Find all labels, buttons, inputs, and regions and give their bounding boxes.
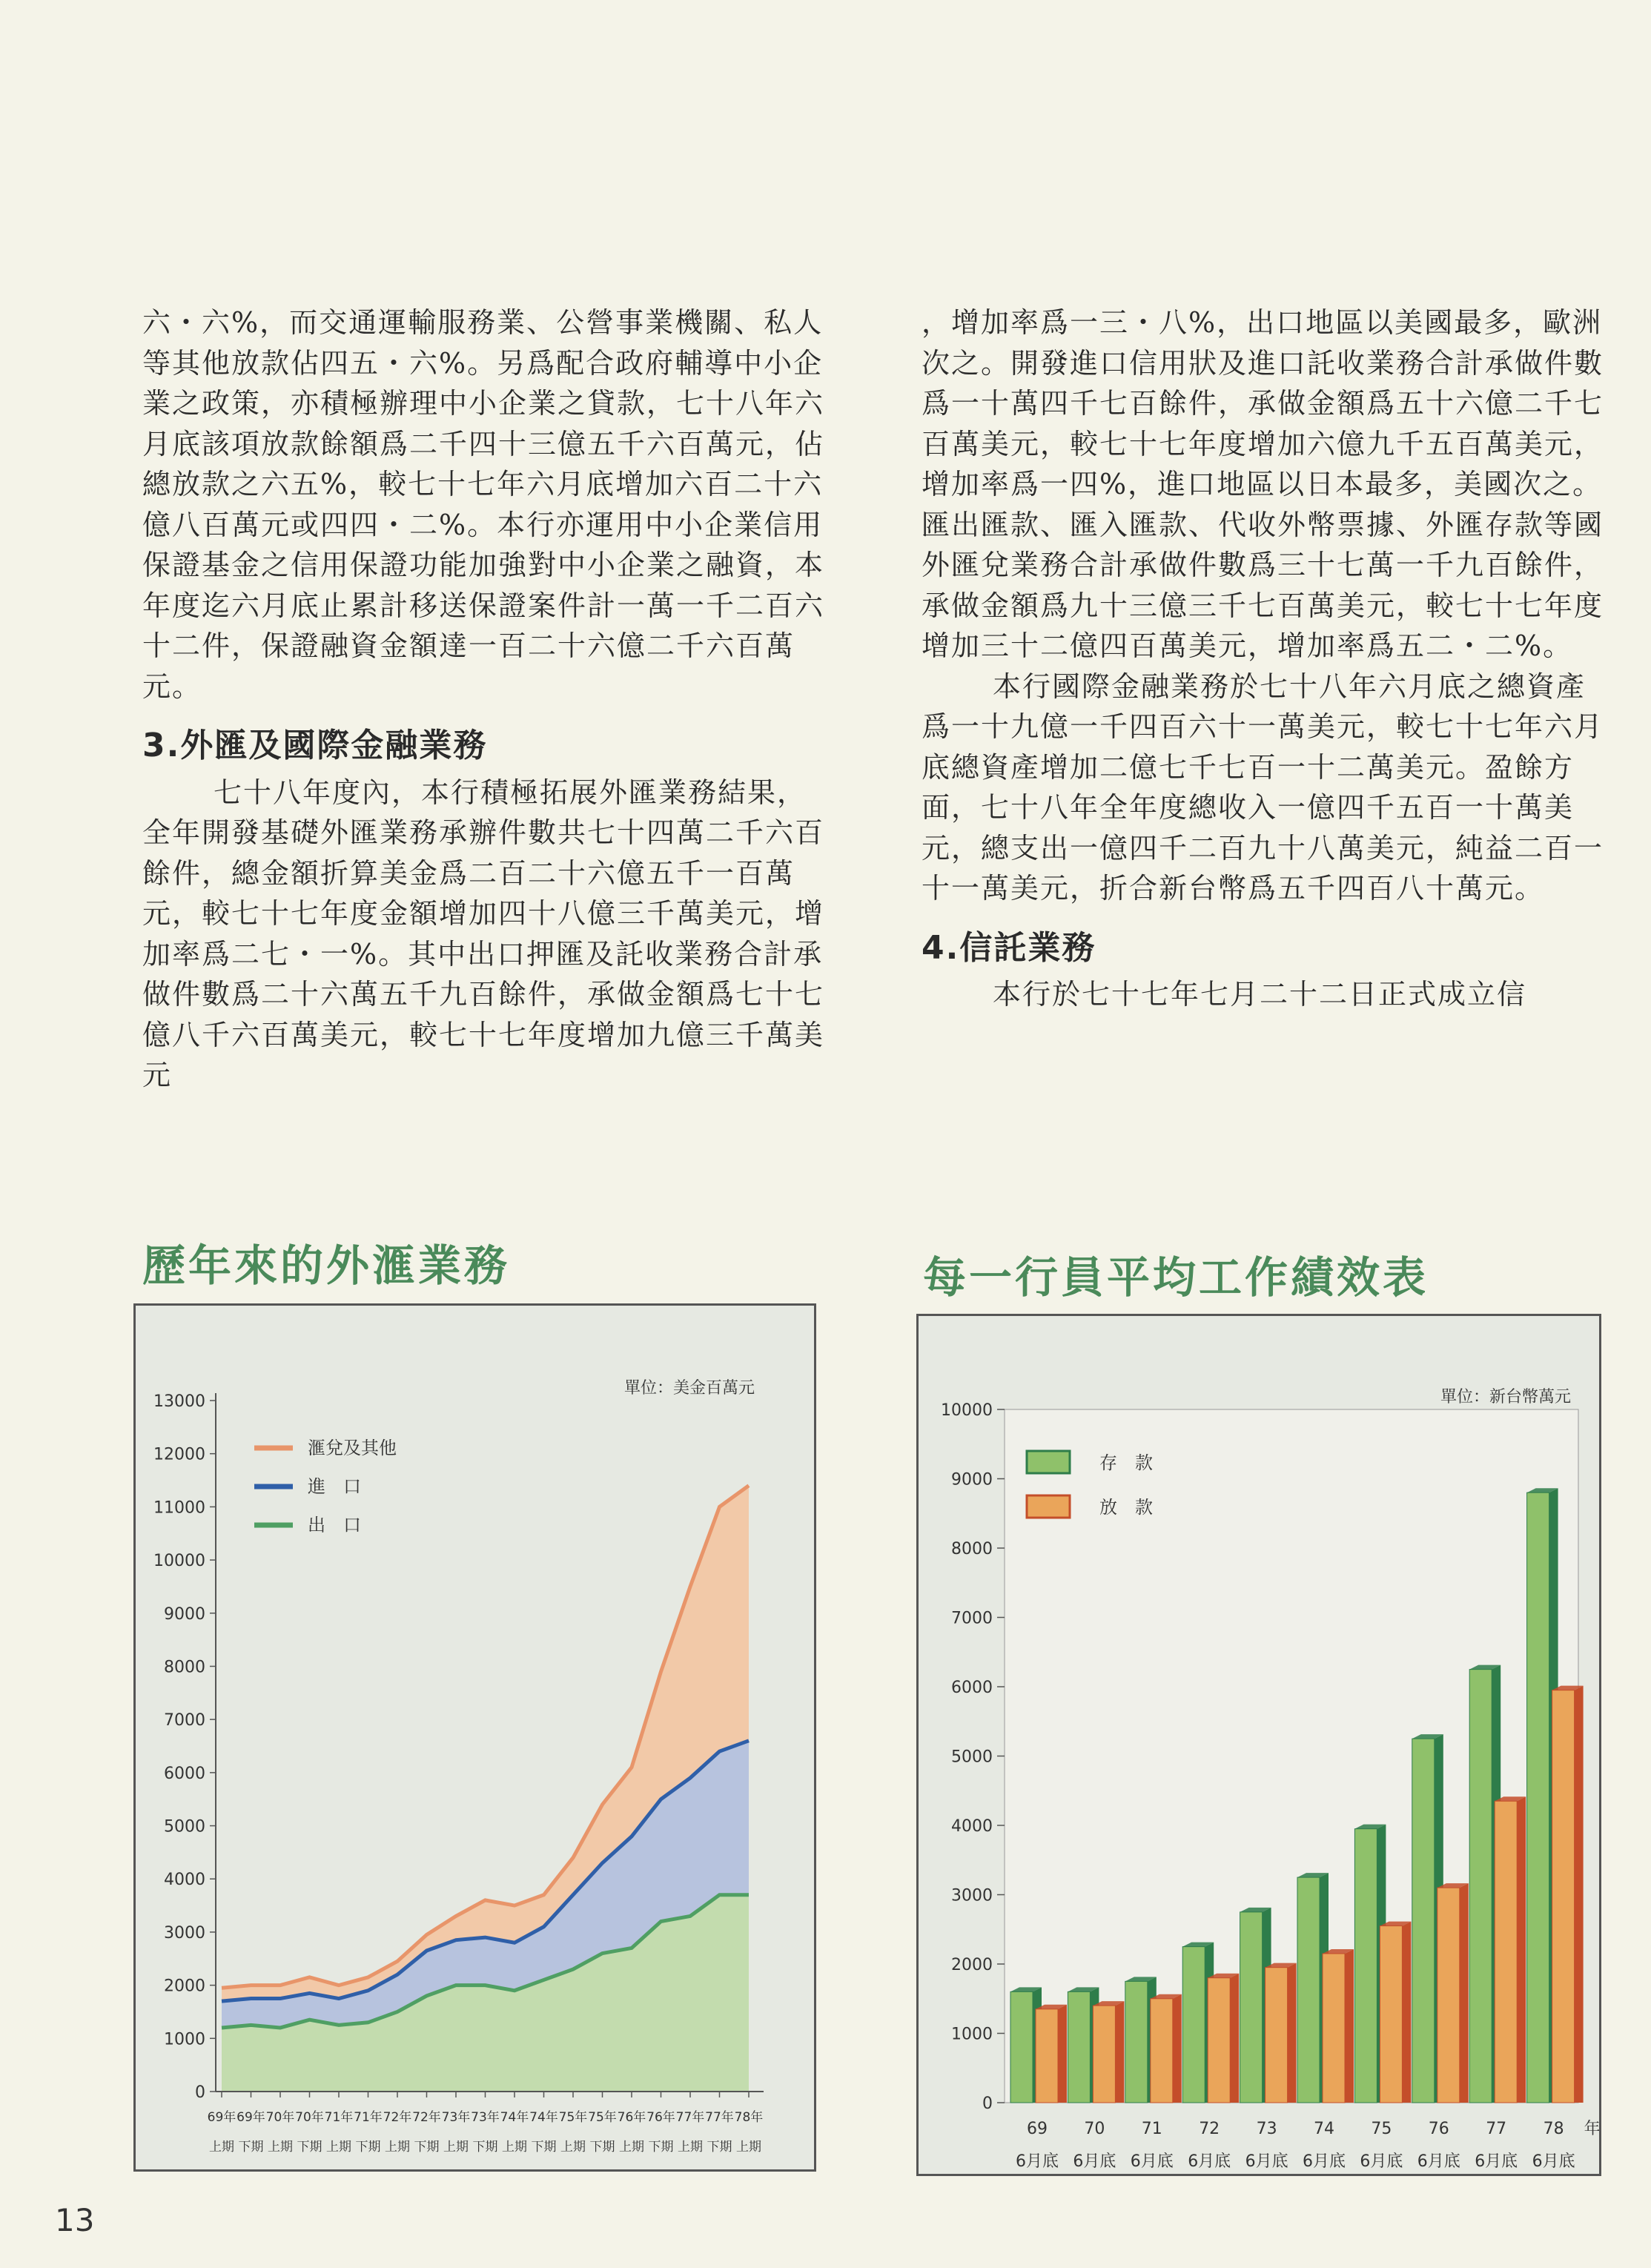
y-tick-label: 10000 [941,1401,993,1420]
x-tick-label-year: 73年 [471,2110,500,2125]
y-tick-label: 6000 [951,1679,993,1697]
bar-side-loan [1230,1974,1239,2103]
x-tick-label-half: 下期 [531,2140,557,2155]
y-tick-label: 7000 [951,1609,993,1628]
x-tick-label-half: 上期 [268,2140,293,2155]
bar-loan [1208,1978,1230,2103]
x-tick-label-half: 下期 [355,2140,381,2155]
bar-loan [1380,1926,1402,2103]
y-tick-label: 4000 [164,1871,205,1890]
legend-label-loan: 放 款 [1099,1497,1153,1518]
y-tick-label: 9000 [164,1604,205,1624]
x-tick-label-year: 76 [1428,2120,1449,2138]
right-paragraph-3: 本行於七十七年七月二十二日正式成立信 [993,978,1527,1011]
y-tick-label: 10000 [153,1552,205,1571]
x-tick-label-half: 下期 [472,2140,498,2155]
right-text-column [922,302,1604,1015]
x-tick-label-year: 73 [1256,2120,1277,2138]
y-tick-label: 2000 [951,1956,993,1974]
y-tick-label: 9000 [951,1470,993,1490]
bar-loan [1265,1968,1288,2103]
x-tick-label-year: 70年 [295,2110,324,2125]
x-tick-label-year: 74年 [529,2110,558,2125]
bar-loan [1093,2006,1115,2103]
legend-label-import: 進 口 [308,1476,361,1497]
x-tick-label-half: 上期 [560,2140,586,2155]
bar-deposit [1354,1829,1377,2103]
x-tick-label-half: 下期 [589,2140,615,2155]
y-tick-label: 5000 [164,1817,205,1836]
y-tick-label: 3000 [951,1886,993,1905]
x-tick-label-year: 71年 [324,2110,354,2125]
bar-side-loan [1115,2001,1124,2103]
x-tick-label-year: 72 [1199,2120,1220,2138]
y-tick-label: 1000 [951,2025,993,2044]
x-tick-label-half: 上期 [736,2140,761,2155]
x-tick-label-month: 6月底 [1188,2152,1231,2171]
x-tick-label-half: 下期 [648,2140,674,2155]
legend-label-exchange: 滙兌及其他 [308,1438,397,1458]
x-tick-label-year: 73年 [441,2110,471,2125]
bar-side-loan [1058,2005,1067,2103]
x-tick-label-year: 76年 [646,2110,675,2125]
foreign-exchange-chart [133,1303,816,2172]
bar-side-loan [1402,1922,1411,2103]
legend-label-export: 出 口 [308,1515,361,1535]
left-paragraph-1: 六・六%，而交通運輸服務業、公營事業機關、私人等其他放款佔四五・六%。另爲配合政府輔導中小企業之政策，亦積極辦理中小企業之貸款，七十八年六月底該項放款餘額爲二千四十三億五千六百萬元，佔總放款之六五%，較七十七年六月底增加六百二十六億八百萬元或四四・二%。本行亦運用中小企業信用保證基金之信用保證功能加強對中小企業之融資，本年度迄六月底止累計移送保證案件計一萬一千二百六十二件，保證融資金額達一百二十六億二千六百萬元。 [142,306,825,703]
x-tick-label-half: 上期 [209,2140,234,2155]
x-tick-label-year: 71 [1141,2120,1162,2138]
x-tick-label-month: 6月底 [1475,2152,1518,2171]
y-tick-label: 0 [982,2095,993,2113]
bar-deposit [1125,1981,1148,2103]
x-tick-label-year: 72年 [412,2110,441,2125]
bar-deposit [1010,1991,1033,2103]
y-tick-label: 2000 [164,1977,205,1996]
bar-loan [1495,1801,1517,2103]
left-paragraph-2: 七十八年度內，本行積極拓展外匯業務結果，全年開發基礎外匯業務承辦件數共七十四萬二千六百餘件，總金額折算美金爲二百二十六億五千一百萬元，較七十七年度金額增加四十八億三千萬美元，增加率爲二七・一%。其中出口押匯及託收業務合計承做件數爲二十六萬五千九百餘件，承做金額爲七十七億八千六百萬美元，較七十七年度增加九億三千萬美元 [142,776,825,1091]
x-tick-label-year: 78年 [734,2110,764,2125]
x-tick-label-month: 6月底 [1360,2152,1403,2171]
chart2-unit-label: 單位：新台幣萬元 [1440,1388,1571,1406]
bar-side-loan [1173,1994,1182,2103]
x-tick-label-month: 6月底 [1073,2152,1116,2171]
x-tick-label-year: 75年 [558,2110,588,2125]
x-tick-label-year: 72年 [383,2110,412,2125]
y-tick-label: 6000 [164,1764,205,1783]
legend-label-deposit: 存 款 [1099,1452,1153,1473]
chart-title-staff-performance: 每一行員平均工作績效表 [923,1252,1429,1303]
bar-deposit [1527,1492,1549,2103]
bar-deposit [1469,1670,1492,2103]
y-tick-label: 11000 [153,1498,205,1518]
y-tick-label: 7000 [164,1711,205,1730]
x-tick-label-half: 下期 [707,2140,732,2155]
chart-title-foreign-exchange: 歷年來的外滙業務 [142,1240,511,1291]
x-axis-suffix: 年 [1584,2120,1599,2138]
legend-swatch-deposit [1027,1451,1070,1473]
x-tick-label-year: 70 [1084,2120,1105,2138]
section-heading-foreign-exchange: 3.外匯及國際金融業務 [142,727,488,764]
bar-deposit [1068,1991,1090,2103]
y-tick-label: 4000 [951,1817,993,1836]
staff-performance-chart [916,1314,1601,2176]
page-number: 13 [55,2202,95,2238]
bar-loan [1437,1888,1460,2103]
x-tick-label-month: 6月底 [1303,2152,1346,2171]
bar-side-loan [1575,1686,1584,2103]
bar-loan [1036,2009,1058,2103]
x-tick-label-year: 75 [1371,2120,1392,2138]
x-tick-label-year: 77 [1486,2120,1507,2138]
bar-side-loan [1288,1963,1297,2103]
right-paragraph-2: 本行國際金融業務於七十八年六月底之總資產爲一十九億一千四百六十一萬美元，較七十七年六月底總資產增加二億七千七百一十二萬美元。盈餘方面，七十八年全年度總收入一億四千五百一十萬美元，總支出一億四千二百九十八萬美元，純益二百一十一萬美元，折合新台幣爲五千四百八十萬元。 [922,670,1604,905]
x-tick-label-year: 69年 [207,2110,236,2125]
bar-side-loan [1345,1949,1354,2103]
bar-loan [1151,1999,1173,2103]
y-tick-label: 0 [195,2083,205,2102]
section-heading-trust: 4.信託業務 [922,928,1096,967]
bar-deposit [1182,1947,1205,2103]
bar-side-loan [1517,1796,1526,2103]
x-tick-label-month: 6月底 [1245,2152,1288,2171]
x-tick-label-year: 69 [1027,2120,1048,2138]
x-tick-label-year: 70年 [265,2110,295,2125]
y-tick-label: 3000 [164,1923,205,1943]
x-tick-label-half: 上期 [443,2140,469,2155]
x-tick-label-year: 71年 [354,2110,383,2125]
x-tick-label-half: 下期 [238,2140,264,2155]
x-tick-label-half: 上期 [385,2140,410,2155]
x-tick-label-year: 74年 [500,2110,529,2125]
x-tick-label-month: 6月底 [1532,2152,1575,2171]
foreign-exchange-area-chart [136,1306,814,2169]
x-tick-label-month: 6月底 [1417,2152,1460,2171]
x-tick-label-half: 下期 [414,2140,440,2155]
x-tick-label-half: 上期 [502,2140,527,2155]
bar-deposit [1412,1739,1435,2103]
bar-loan [1552,1690,1575,2103]
chart1-unit-label: 單位：美金百萬元 [623,1379,755,1398]
y-tick-label: 13000 [153,1392,205,1411]
x-tick-label-half: 上期 [678,2140,703,2155]
bar-deposit [1297,1877,1320,2103]
x-tick-label-year: 77年 [675,2110,705,2125]
x-tick-label-half: 上期 [326,2140,351,2155]
x-tick-label-year: 77年 [705,2110,734,2125]
y-tick-label: 1000 [164,2030,205,2049]
x-tick-label-year: 76年 [617,2110,646,2125]
y-tick-label: 12000 [153,1445,205,1464]
y-tick-label: 8000 [164,1658,205,1677]
legend-swatch-loan [1027,1495,1070,1518]
left-text-column [142,302,824,1096]
y-tick-label: 8000 [951,1540,993,1558]
x-tick-label-half: 下期 [297,2140,322,2155]
x-tick-label-month: 6月底 [1016,2152,1059,2171]
x-tick-label-year: 75年 [588,2110,617,2125]
y-tick-label: 5000 [951,1748,993,1767]
right-paragraph-1: ，增加率爲一三・八%，出口地區以美國最多，歐洲次之。開發進口信用狀及進口託收業務合計承做件數爲一十萬四千七百餘件，承做金額爲五十六億二千七百萬美元，較七十七年度增加六億九千五百萬美元，增加率爲一四%，進口地區以日本最多，美國次之。匯出匯款、匯入匯款、代收外幣票據、外匯存款等國外匯兌業務合計承做件數爲三十七萬一千九百餘件，承做金額爲九十三億三千七百萬美元，較七十七年度增加三十二億四百萬美元，增加率爲五二・二%。 [922,306,1604,662]
bar-side-loan [1460,1883,1469,2103]
x-tick-label-year: 69年 [236,2110,265,2125]
x-tick-label-year: 74 [1314,2120,1334,2138]
x-tick-label-month: 6月底 [1130,2152,1174,2171]
bar-deposit [1240,1912,1263,2103]
x-tick-label-year: 78 [1543,2120,1564,2138]
x-tick-label-half: 上期 [619,2140,644,2155]
staff-performance-bar-chart [919,1316,1599,2174]
bar-loan [1323,1954,1345,2103]
